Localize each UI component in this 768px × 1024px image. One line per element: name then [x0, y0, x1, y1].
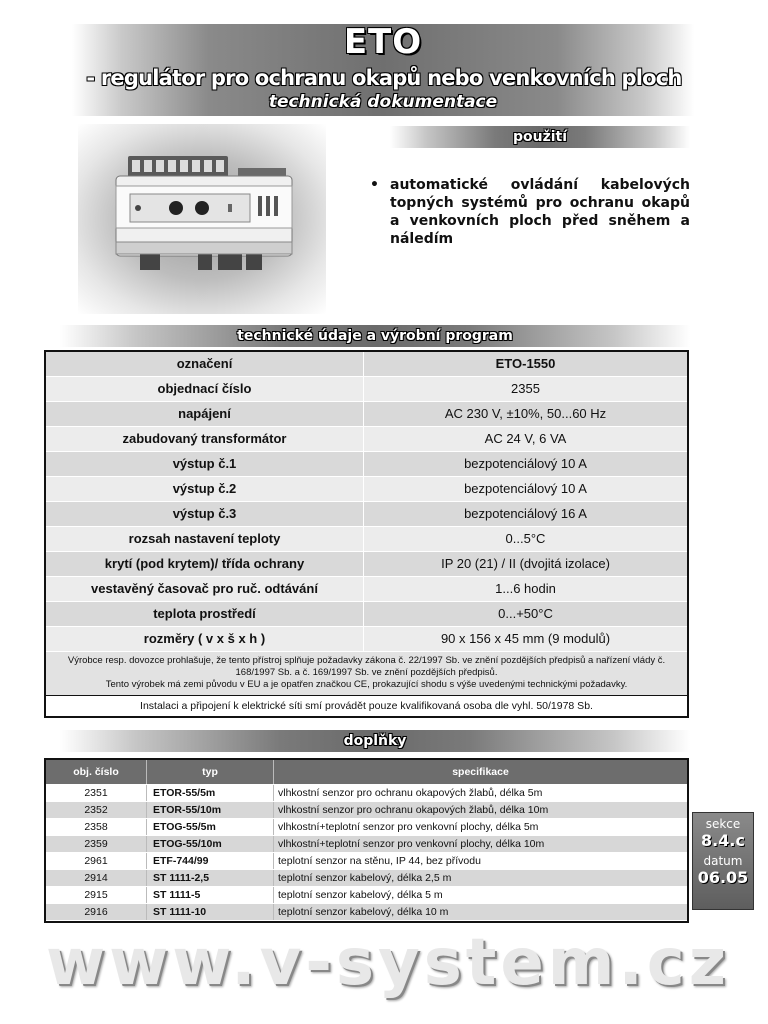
table-row	[46, 785, 687, 802]
cell-code: 2352	[84, 804, 108, 816]
table-row	[46, 870, 687, 887]
cell-code: 2358	[84, 821, 108, 833]
spec-value: AC 230 V, ±10%, 50...60 Hz	[444, 406, 607, 421]
spec-value: 0...5°C	[505, 531, 546, 546]
cell-spec: vlhkostní+teplotní senzor pro venkovní plochy, délka 10m	[278, 838, 545, 850]
website-url: www.v-system.cz	[46, 926, 730, 1000]
cell-spec: teplotní senzor kabelový, délka 10 m	[278, 906, 449, 918]
cell-type: ST 1111-5	[146, 887, 274, 903]
declaration-text-2: Tento výrobek má zemi původu v EU a je opatřen značkou CE, prokazující shodu s výše uvedenými technickými požadavky.	[105, 679, 628, 690]
accessories-section-title: doplňky	[343, 733, 407, 749]
specs-table	[44, 350, 689, 718]
product-photo	[78, 124, 326, 314]
declaration-text-1: Výrobce resp. dovozce prohlašuje, že tento přístroj splňuje požadavky zákona č. 22/1997 Sb. ve znění pozdějších předpisů a nařízení vlády č. 168/1997 Sb. a č. 169/1997 Sb. ve znění pozdějších předpisů.	[67, 655, 666, 678]
spec-label: označení	[46, 352, 364, 376]
spec-row	[46, 352, 687, 377]
spec-value: IP 20 (21) / II (dvojitá izolace)	[441, 556, 610, 571]
cell-spec: vlhkostní senzor pro ochranu okapových žlabů, délka 5m	[278, 787, 543, 799]
section-value: 8.4.c	[701, 831, 745, 850]
cell-type: ETOR-55/5m	[146, 785, 274, 801]
spec-row	[46, 527, 687, 552]
cell-code: 2351	[84, 787, 108, 799]
spec-value: bezpotenciálový 10 A	[464, 456, 587, 471]
spec-row	[46, 477, 687, 502]
table-row	[46, 819, 687, 836]
date-label: datum	[703, 854, 743, 868]
cell-type: ETF-744/99	[146, 853, 274, 869]
spec-label: objednací číslo	[46, 377, 364, 401]
specs-section-title: technické údaje a výrobní program	[237, 328, 513, 344]
cell-spec: vlhkostní+teplotní senzor pro venkovní plochy, délka 5m	[278, 821, 539, 833]
accessories-table	[44, 758, 689, 923]
table-row	[46, 904, 687, 921]
section-label: sekce	[705, 817, 741, 831]
column-header-code: obj. číslo	[73, 766, 119, 778]
spec-row	[46, 627, 687, 652]
spec-label: vestavěný časovač pro ruč. odtávání	[46, 577, 364, 601]
cell-type: ETOR-55/10m	[146, 802, 274, 818]
cell-type: ETOG-55/10m	[146, 836, 274, 852]
cell-spec: teplotní senzor na stěnu, IP 44, bez přívodu	[278, 855, 481, 867]
cell-code: 2359	[84, 838, 108, 850]
spec-label: zabudovaný transformátor	[46, 427, 364, 451]
table-row	[46, 802, 687, 819]
spec-value: 0...+50°C	[498, 606, 553, 621]
spec-row	[46, 377, 687, 402]
cell-type: ST 1111-10	[146, 904, 274, 920]
date-value: 06.05	[697, 868, 749, 887]
column-header-spec: specifikace	[452, 766, 509, 778]
cell-spec: teplotní senzor kabelový, délka 2,5 m	[278, 872, 452, 884]
spec-label: výstup č.2	[46, 477, 364, 501]
section-date-box	[692, 812, 754, 910]
document-subtitle: - regulátor pro ochranu okapů nebo venkovních ploch	[86, 66, 682, 90]
document-type: technická dokumentace	[268, 92, 498, 112]
cell-type: ETOG-55/5m	[146, 819, 274, 835]
table-row	[46, 887, 687, 904]
spec-value: bezpotenciálový 10 A	[464, 481, 587, 496]
spec-label: teplota prostředí	[46, 602, 364, 626]
spec-value: bezpotenciálový 16 A	[464, 506, 587, 521]
spec-row	[46, 402, 687, 427]
spec-label: výstup č.1	[46, 452, 364, 476]
cell-code: 2961	[84, 855, 108, 867]
spec-row	[46, 502, 687, 527]
usage-list	[372, 176, 690, 248]
spec-label: krytí (pod krytem)/ třída ochrany	[46, 552, 364, 576]
spec-value: ETO-1550	[495, 356, 556, 371]
column-header-type: typ	[146, 760, 274, 784]
installation-note: Instalaci a připojení k elektrické síti smí provádět pouze kvalifikovaná osoba dle vyhl. 50/1978 Sb.	[46, 696, 687, 716]
spec-label: rozměry ( v x š x h )	[46, 627, 364, 651]
table-header-row	[46, 760, 687, 785]
spec-row	[46, 602, 687, 627]
bullet-icon: •	[370, 177, 379, 193]
spec-row	[46, 552, 687, 577]
spec-value: 2355	[511, 381, 540, 396]
accessories-section-header	[60, 730, 690, 752]
conformity-declaration	[46, 652, 687, 696]
controller-device-image	[78, 124, 326, 314]
spec-row	[46, 427, 687, 452]
cell-type: ST 1111-2,5	[146, 870, 274, 886]
specs-section-header	[60, 325, 690, 347]
cell-code: 2916	[84, 906, 108, 918]
usage-item: automatické ovládání kabelových topných systémů pro ochranu okapů a venkovních ploch před sněhem a náledím	[390, 177, 690, 247]
spec-value: AC 24 V, 6 VA	[484, 431, 567, 446]
document-title: ETO	[343, 22, 423, 62]
spec-label: rozsah nastavení teploty	[46, 527, 364, 551]
spec-row	[46, 577, 687, 602]
spec-value: 90 x 156 x 45 mm (9 modulů)	[440, 631, 611, 646]
table-row	[46, 836, 687, 853]
usage-section-title: použití	[512, 129, 568, 145]
cell-code: 2915	[84, 889, 108, 901]
spec-label: napájení	[46, 402, 364, 426]
table-row	[46, 853, 687, 870]
cell-code: 2914	[84, 872, 108, 884]
spec-label: výstup č.3	[46, 502, 364, 526]
spec-row	[46, 452, 687, 477]
cell-spec: vlhkostní senzor pro ochranu okapových žlabů, délka 10m	[278, 804, 549, 816]
usage-section-header	[390, 126, 690, 148]
cell-spec: teplotní senzor kabelový, délka 5 m	[278, 889, 443, 901]
spec-value: 1...6 hodin	[495, 581, 556, 596]
